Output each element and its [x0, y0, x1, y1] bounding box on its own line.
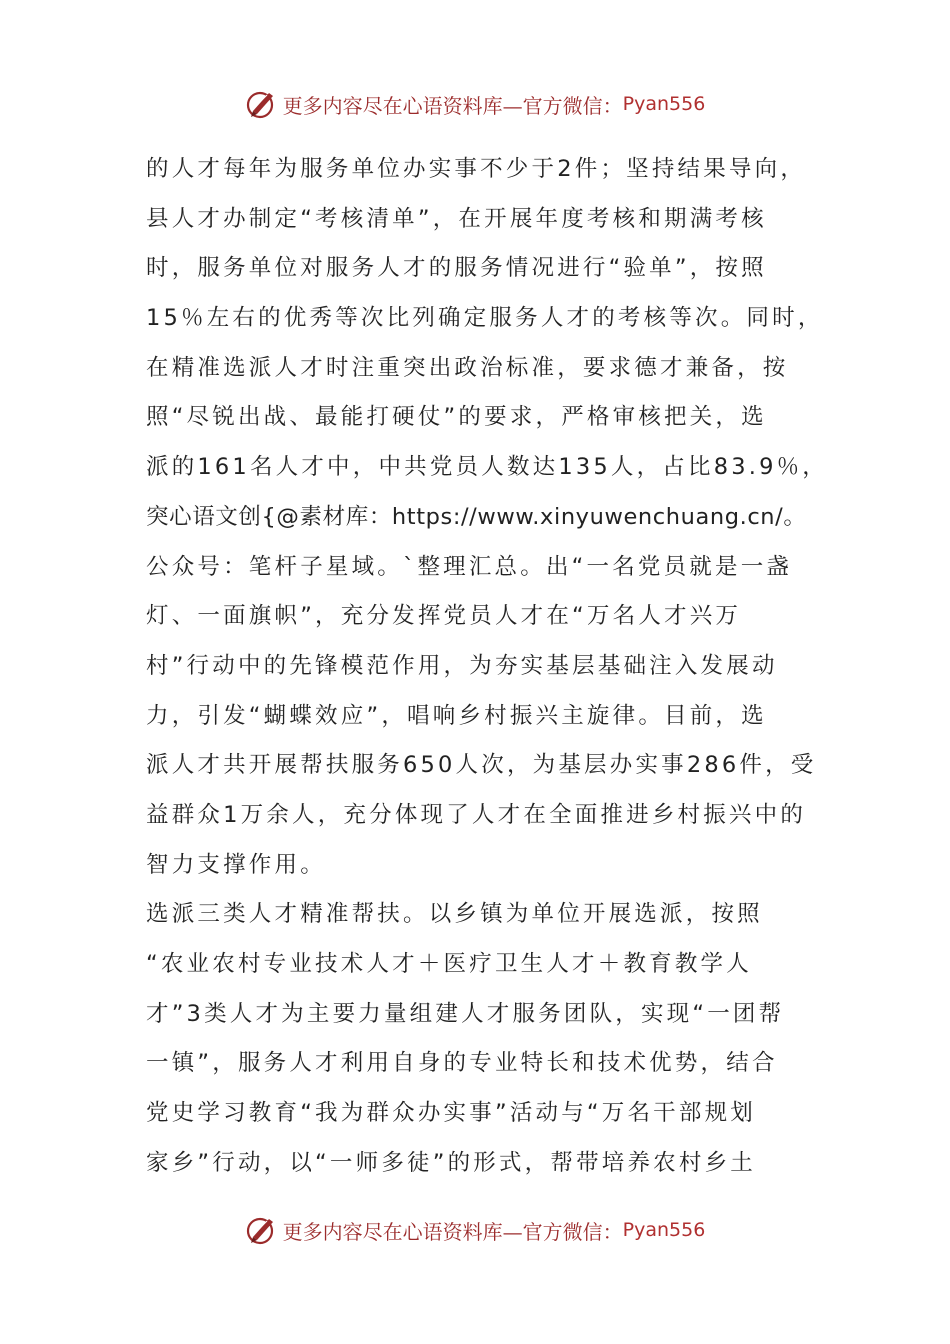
body-line: 智力支撑作用。: [146, 851, 326, 878]
document-body: [146, 145, 828, 1188]
body-line: 突心语文创{@素材库：https://www.xinyuwenchuang.cn/。: [146, 503, 807, 530]
body-line: 家乡”行动，以“一师多徒”的形式，帮带培养农村乡土: [146, 1149, 756, 1176]
header-wechat-id: Pyan556: [622, 93, 706, 115]
body-line: 公众号：笔杆子星域。`整理汇总。出“一名党员就是一盏: [146, 553, 793, 580]
body-line: 村”行动中的先锋模范作用，为夯实基层基础注入发展动: [146, 652, 778, 679]
footer-wechat-id: Pyan556: [622, 1219, 706, 1241]
body-line: 派人才共开展帮扶服务650人次，为基层办实事286件，受: [146, 752, 817, 779]
body-line: “农业农村专业技术人才＋医疗卫生人才＋教育教学人: [146, 951, 752, 977]
body-line: 灯、一面旗帜”，充分发挥党员人才在“万名人才兴万: [146, 603, 742, 630]
header-banner-text: 更多内容尽在心语资料库—官方微信：: [282, 93, 623, 118]
body-line: 力，引发“蝴蝶效应”，唱响乡村振兴主旋律。目前，选: [146, 702, 767, 729]
body-line: 党史学习教育“我为群众办实事”活动与“万名干部规划: [146, 1100, 756, 1127]
body-line: 派的161名人才中，中共党员人数达135人，占比83.9％，: [146, 454, 828, 481]
pen-logo-icon: [245, 1213, 279, 1247]
header-banner: [0, 84, 950, 124]
body-line: 才”3类人才为主要力量组建人才服务团队，实现“一团帮: [146, 1000, 785, 1027]
body-line: 在精准选派人才时注重突出政治标准，要求德才兼备，按: [146, 354, 789, 381]
footer-banner-text: 更多内容尽在心语资料库—官方微信：: [282, 1219, 623, 1244]
body-line: 县人才办制定“考核清单”，在开展年度考核和期满考核: [146, 205, 767, 232]
footer-banner: [0, 1210, 950, 1250]
body-line: 15％左右的优秀等次比列确定服务人才的考核等次。同时，: [146, 305, 824, 332]
body-line: 一镇”，服务人才利用自身的专业特长和技术优势，结合: [146, 1050, 778, 1077]
body-line: 选派三类人才精准帮扶。以乡镇为单位开展选派，按照: [146, 901, 763, 928]
body-line: 益群众1万余人，充分体现了人才在全面推进乡村振兴中的: [146, 801, 807, 828]
body-line: 的人才每年为服务单位办实事不少于2件；坚持结果导向，: [146, 156, 807, 182]
pen-logo-icon: [245, 87, 279, 121]
body-line: 时，服务单位对服务人才的服务情况进行“验单”，按照: [146, 255, 767, 282]
body-line: 照“尽锐出战、最能打硬仗”的要求，严格审核把关，选: [146, 404, 767, 431]
